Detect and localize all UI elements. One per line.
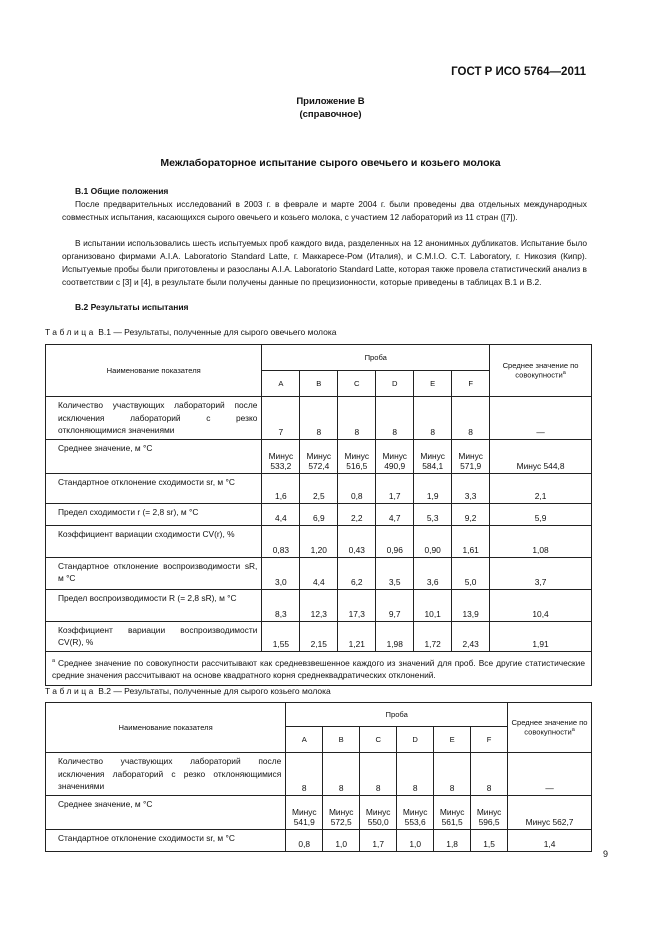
table1-row-mean: 3,7 bbox=[490, 557, 592, 589]
table1-cell: 9,7 bbox=[376, 589, 414, 621]
page-number: 9 bbox=[603, 849, 609, 859]
table1-cell: 8,3 bbox=[262, 589, 300, 621]
table1-row bbox=[46, 473, 592, 503]
table1-cell: 2,2 bbox=[338, 503, 376, 525]
table1-cell: 1,72 bbox=[414, 621, 452, 651]
table2-cell: 8 bbox=[471, 753, 508, 796]
table-2-header-mean-sup: а bbox=[571, 727, 575, 734]
document-id: ГОСТ Р ИСО 5764—2011 bbox=[451, 66, 586, 78]
table2-cell: 1,7 bbox=[360, 829, 397, 851]
table1-row bbox=[46, 525, 592, 557]
table-2-header-sample: Проба bbox=[286, 703, 508, 727]
table2-cell: Минус 541,9 bbox=[286, 795, 323, 829]
table1-cell: 1,55 bbox=[262, 621, 300, 651]
table1-cell: Минус 571,9 bbox=[452, 439, 490, 473]
table1-cell: 2,5 bbox=[300, 473, 338, 503]
table-2-caption-prefix: Таблица bbox=[45, 686, 96, 696]
table1-row-label: Стандартное отклонение воспроизводимости sR, м °С bbox=[46, 557, 262, 589]
table1-sample-a: A bbox=[262, 371, 300, 397]
table1-cell: 13,9 bbox=[452, 589, 490, 621]
table1-sample-b: B bbox=[300, 371, 338, 397]
table1-footnote-text: Среднее значение по совокупности рассчитывают как средневзвешенное каждого из значений для проб. Все другие статистические средние значения рассчитывают на основе квадратного корня среднеквадратических отклонений. bbox=[52, 657, 585, 681]
table1-cell: 17,3 bbox=[338, 589, 376, 621]
table1-cell: 12,3 bbox=[300, 589, 338, 621]
table2-row-label: Количество участвующих лабораторий после исключения лабораторий с резко отклоняющимися значениями bbox=[46, 753, 286, 796]
table1-cell: 8 bbox=[452, 397, 490, 440]
annex-subtitle: (справочное) bbox=[299, 109, 362, 120]
table1-row-mean: 2,1 bbox=[490, 473, 592, 503]
table1-footnote bbox=[46, 651, 592, 686]
main-title: Межлабораторное испытание сырого овечьего и козьего молока bbox=[160, 157, 501, 169]
paragraph-2-text: В испытании использовались шесть испытуемых проб каждого вида, разделенных на 12 анонимных дубликатов. Испытание было организовано фирмами A.I.A. Laboratorio Standard Latte, г. Маккаресе-Ром (Италия), и C.M.I.O. C.T. Laboratory, г. Никозия (Кипр). Испытуемые пробы были приготовлены и разосланы A.I.A. Laboratorio Standard Latte, которая также провела статистический анализ в соответствии с [3] и [4], в результате были получены данные по прецизионности, которые приведены в таблицах В.1 и В.2. bbox=[62, 238, 587, 287]
table1-cell: 1,21 bbox=[338, 621, 376, 651]
table1-cell: 1,61 bbox=[452, 525, 490, 557]
table2-sample-a: A bbox=[286, 727, 323, 753]
table1-row bbox=[46, 557, 592, 589]
table2-row-mean: — bbox=[508, 753, 592, 796]
table1-row bbox=[46, 397, 592, 440]
table1-cell: 9,2 bbox=[452, 503, 490, 525]
table-2-header-name: Наименование показателя bbox=[46, 703, 286, 753]
table2-cell: 8 bbox=[323, 753, 360, 796]
table1-cell: Минус 490,9 bbox=[376, 439, 414, 473]
table2-row-label: Среднее значение, м °С bbox=[46, 795, 286, 829]
table-2 bbox=[45, 702, 592, 852]
table1-cell: 0,8 bbox=[338, 473, 376, 503]
table1-cell: 3,0 bbox=[262, 557, 300, 589]
table-1-header-mean bbox=[490, 345, 592, 397]
table2-row bbox=[46, 753, 592, 796]
table2-sample-c: C bbox=[360, 727, 397, 753]
table2-cell: Минус 553,6 bbox=[397, 795, 434, 829]
table2-cell: Минус 550,0 bbox=[360, 795, 397, 829]
table2-sample-b: B bbox=[323, 727, 360, 753]
table1-cell: Минус 516,5 bbox=[338, 439, 376, 473]
annex-title: Приложение В bbox=[296, 96, 365, 107]
table1-cell: 1,7 bbox=[376, 473, 414, 503]
table2-cell: 8 bbox=[286, 753, 323, 796]
table2-cell: 8 bbox=[397, 753, 434, 796]
table1-sample-f: F bbox=[452, 371, 490, 397]
table1-row bbox=[46, 439, 592, 473]
table2-cell: 1,0 bbox=[397, 829, 434, 851]
table2-row bbox=[46, 829, 592, 851]
paragraph-2 bbox=[62, 237, 587, 289]
table1-footnote-mark: a bbox=[52, 657, 56, 664]
table1-row bbox=[46, 589, 592, 621]
table1-cell: 2,15 bbox=[300, 621, 338, 651]
table1-row-mean: Минус 544,8 bbox=[490, 439, 592, 473]
table-1-header-name: Наименование показателя bbox=[46, 345, 262, 397]
table2-cell: 8 bbox=[360, 753, 397, 796]
table1-cell: 0,96 bbox=[376, 525, 414, 557]
table1-row bbox=[46, 503, 592, 525]
table1-cell: 6,2 bbox=[338, 557, 376, 589]
table1-row-label: Количество участвующих лабораторий после исключения лабораторий с резко отклоняющимися значениями bbox=[46, 397, 262, 440]
table1-cell: 4,7 bbox=[376, 503, 414, 525]
table1-sample-d: D bbox=[376, 371, 414, 397]
table2-cell: 1,8 bbox=[434, 829, 471, 851]
table2-sample-f: F bbox=[471, 727, 508, 753]
table1-cell: 0,90 bbox=[414, 525, 452, 557]
table-1-caption-prefix: Таблица bbox=[45, 327, 96, 337]
table1-row-mean: — bbox=[490, 397, 592, 440]
table2-cell: 0,8 bbox=[286, 829, 323, 851]
table1-cell: 0,43 bbox=[338, 525, 376, 557]
table-2-header-mean-text: Среднее значение по совокупности bbox=[511, 718, 588, 737]
table-1-caption-text: В.1 — Результаты, полученные для сырого овечьего молока bbox=[98, 327, 337, 337]
table1-cell: 4,4 bbox=[300, 557, 338, 589]
table2-cell: 1,5 bbox=[471, 829, 508, 851]
table1-cell: 8 bbox=[338, 397, 376, 440]
table1-cell: 3,6 bbox=[414, 557, 452, 589]
table1-row bbox=[46, 621, 592, 651]
table-1-header-mean-sup: a bbox=[562, 370, 566, 377]
table2-cell: 1,0 bbox=[323, 829, 360, 851]
table1-cell: Минус 584,1 bbox=[414, 439, 452, 473]
table1-cell: 2,43 bbox=[452, 621, 490, 651]
table2-cell: Минус 561,5 bbox=[434, 795, 471, 829]
table-2-caption bbox=[45, 686, 331, 696]
table1-sample-c: C bbox=[338, 371, 376, 397]
table2-row-mean: Минус 562,7 bbox=[508, 795, 592, 829]
paragraph-1-text: После предварительных исследований в 2003 г. в феврале и марте 2004 г. были проведены два отдельных международных совместных испытания, касающихся сырого овечьего и козьего молока, с участием 12 лабораторий из 11 стран ([7]). bbox=[62, 199, 587, 222]
table2-row-label: Стандартное отклонение сходимости sr, м °С bbox=[46, 829, 286, 851]
table-1 bbox=[45, 344, 592, 686]
table1-row-mean: 1,91 bbox=[490, 621, 592, 651]
table2-row bbox=[46, 795, 592, 829]
table1-cell: 1,6 bbox=[262, 473, 300, 503]
table1-cell: 8 bbox=[414, 397, 452, 440]
table2-cell: Минус 596,5 bbox=[471, 795, 508, 829]
table1-cell: 8 bbox=[376, 397, 414, 440]
section-1-heading: В.1 Общие положения bbox=[75, 186, 169, 196]
table1-row-label: Стандартное отклонение сходимости sr, м °С bbox=[46, 473, 262, 503]
table2-sample-e: E bbox=[434, 727, 471, 753]
table1-cell: 6,9 bbox=[300, 503, 338, 525]
paragraph-1 bbox=[62, 198, 587, 224]
table1-cell: 0,83 bbox=[262, 525, 300, 557]
table1-cell: 7 bbox=[262, 397, 300, 440]
table-1-header-mean-text: Среднее значение по совокупности bbox=[502, 361, 579, 380]
table1-row-label: Коэффициент вариации воспроизводимости CV(R), % bbox=[46, 621, 262, 651]
table1-cell: 1,20 bbox=[300, 525, 338, 557]
table2-row-mean: 1,4 bbox=[508, 829, 592, 851]
table2-cell: Минус 572,5 bbox=[323, 795, 360, 829]
table1-cell: 4,4 bbox=[262, 503, 300, 525]
table1-cell: Минус 533,2 bbox=[262, 439, 300, 473]
table1-row-mean: 1,08 bbox=[490, 525, 592, 557]
table-2-caption-text: В.2 — Результаты, полученные для сырого козьего молока bbox=[98, 686, 331, 696]
table1-cell: Минус 572,4 bbox=[300, 439, 338, 473]
table2-cell: 8 bbox=[434, 753, 471, 796]
table1-row-mean: 5,9 bbox=[490, 503, 592, 525]
table1-row-mean: 10,4 bbox=[490, 589, 592, 621]
table-2-header-mean bbox=[508, 703, 592, 753]
table1-cell: 10,1 bbox=[414, 589, 452, 621]
table1-cell: 5,0 bbox=[452, 557, 490, 589]
table1-cell: 8 bbox=[300, 397, 338, 440]
table1-cell: 5,3 bbox=[414, 503, 452, 525]
annex-heading bbox=[0, 95, 661, 121]
table1-sample-e: E bbox=[414, 371, 452, 397]
section-2-heading: В.2 Результаты испытания bbox=[75, 302, 189, 312]
table1-row-label: Коэффициент вариации сходимости CV(r), % bbox=[46, 525, 262, 557]
table1-row-label: Среднее значение, м °С bbox=[46, 439, 262, 473]
table1-cell: 1,9 bbox=[414, 473, 452, 503]
table1-cell: 1,98 bbox=[376, 621, 414, 651]
table1-cell: 3,3 bbox=[452, 473, 490, 503]
table2-sample-d: D bbox=[397, 727, 434, 753]
table1-row-label: Предел воспроизводимости R (= 2,8 sR), м °С bbox=[46, 589, 262, 621]
table1-cell: 3,5 bbox=[376, 557, 414, 589]
table1-footnote-row bbox=[46, 651, 592, 686]
table1-row-label: Предел сходимости r (= 2,8 sr), м °С bbox=[46, 503, 262, 525]
table-1-caption bbox=[45, 327, 336, 337]
table-1-header-sample: Проба bbox=[262, 345, 490, 371]
